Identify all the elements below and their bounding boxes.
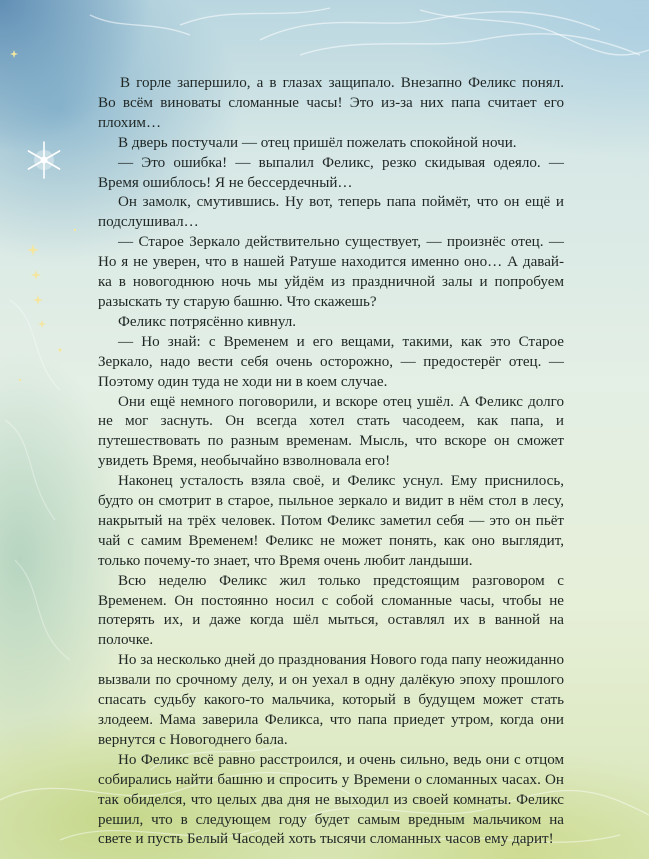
paragraph: — Это ошибка! — выпалил Феликс, резко скидывая одеяло. — Время ошиблось! Я не бессердечный… <box>98 154 564 191</box>
paragraph: Они ещё немного поговорили, и вскоре отец ушёл. А Феликс долго не мог заснуть. Он всегда хотел стать часодеем, как папа, и путешествовать по разным временам. Мысль, что вскоре он сможет увидеть Время, необычайно взволновала его! <box>98 393 564 470</box>
paragraph: Наконец усталость взяла своё, и Феликс уснул. Ему приснилось, будто он смотрит в старое, пыльное зеркало и видит в нём стол в лесу, накрытый на трёх человек. Потом Феликс заметил себя — это он пьёт чай с самим Временем! Феликс не может понять, как оно выглядит, только почему-то знает, что Время очень любит ландыши. <box>98 473 564 569</box>
paragraph: Всю неделю Феликс жил только предстоящим разговором с Временем. Он постоянно носил с собой сломанные часы, чтобы не потерять их, и даже когда шёл мыться, оставлял их в ванной на полочке. <box>98 572 564 649</box>
swirl-decoration <box>90 8 649 55</box>
paragraph: — Но знай: с Временем и его вещами, такими, как это Старое Зеркало, надо вести себя очень осторожно, — предостерёг отец. — Поэтому один туда не ходи ни в коем случае. <box>98 333 564 390</box>
paragraph: В дверь постучали — отец пришёл пожелать спокойной ночи. <box>118 134 517 151</box>
snowflake-icon <box>28 142 59 178</box>
paragraph: — Старое Зеркало действительно существует, — произнёс отец. — Но я не уверен, что в нашей Ратуше находится именно оно… А давай-ка в новогоднюю ночь мы уйдём из праздничной залы и попробуем разыскать ту старую башню. Что скажешь? <box>98 234 564 310</box>
story-text <box>98 74 564 850</box>
paragraph: Но Феликс всё равно расстроился, и очень сильно, ведь они с отцом собирались найти башню и спросить у Времени о сломанных часах. Он так обиделся, что целых два дня не выходил из своей комнаты. Феликс решил, что в следующем году будет самым вредным мальчиком на свете и пусть Белый Часодей хоть тысячи сломанных часов ему дарит! <box>98 751 564 848</box>
star-icon <box>10 50 76 381</box>
paragraph: Но за несколько дней до празднования Нового года папу неожиданно вызвали по срочному делу, и он уехал в одну далёкую эпоху прошлого спасать судьбу какого-то мальчика, который в будущем может стать злодеем. Мама заверила Феликса, что папа приедет утром, когда они вернутся с Новогоднего бала. <box>98 652 564 748</box>
paragraph: В горле запершило, а в глазах защипало. Внезапно Феликс понял. Во всём виноваты сломанные часы! Это из-за них папа считает его плохим… <box>98 75 564 131</box>
paragraph: Феликс потрясённо кивнул. <box>118 313 297 330</box>
paragraph: Он замолк, смутившись. Ну вот, теперь папа поймёт, что он ещё и подслушивал… <box>98 194 564 231</box>
